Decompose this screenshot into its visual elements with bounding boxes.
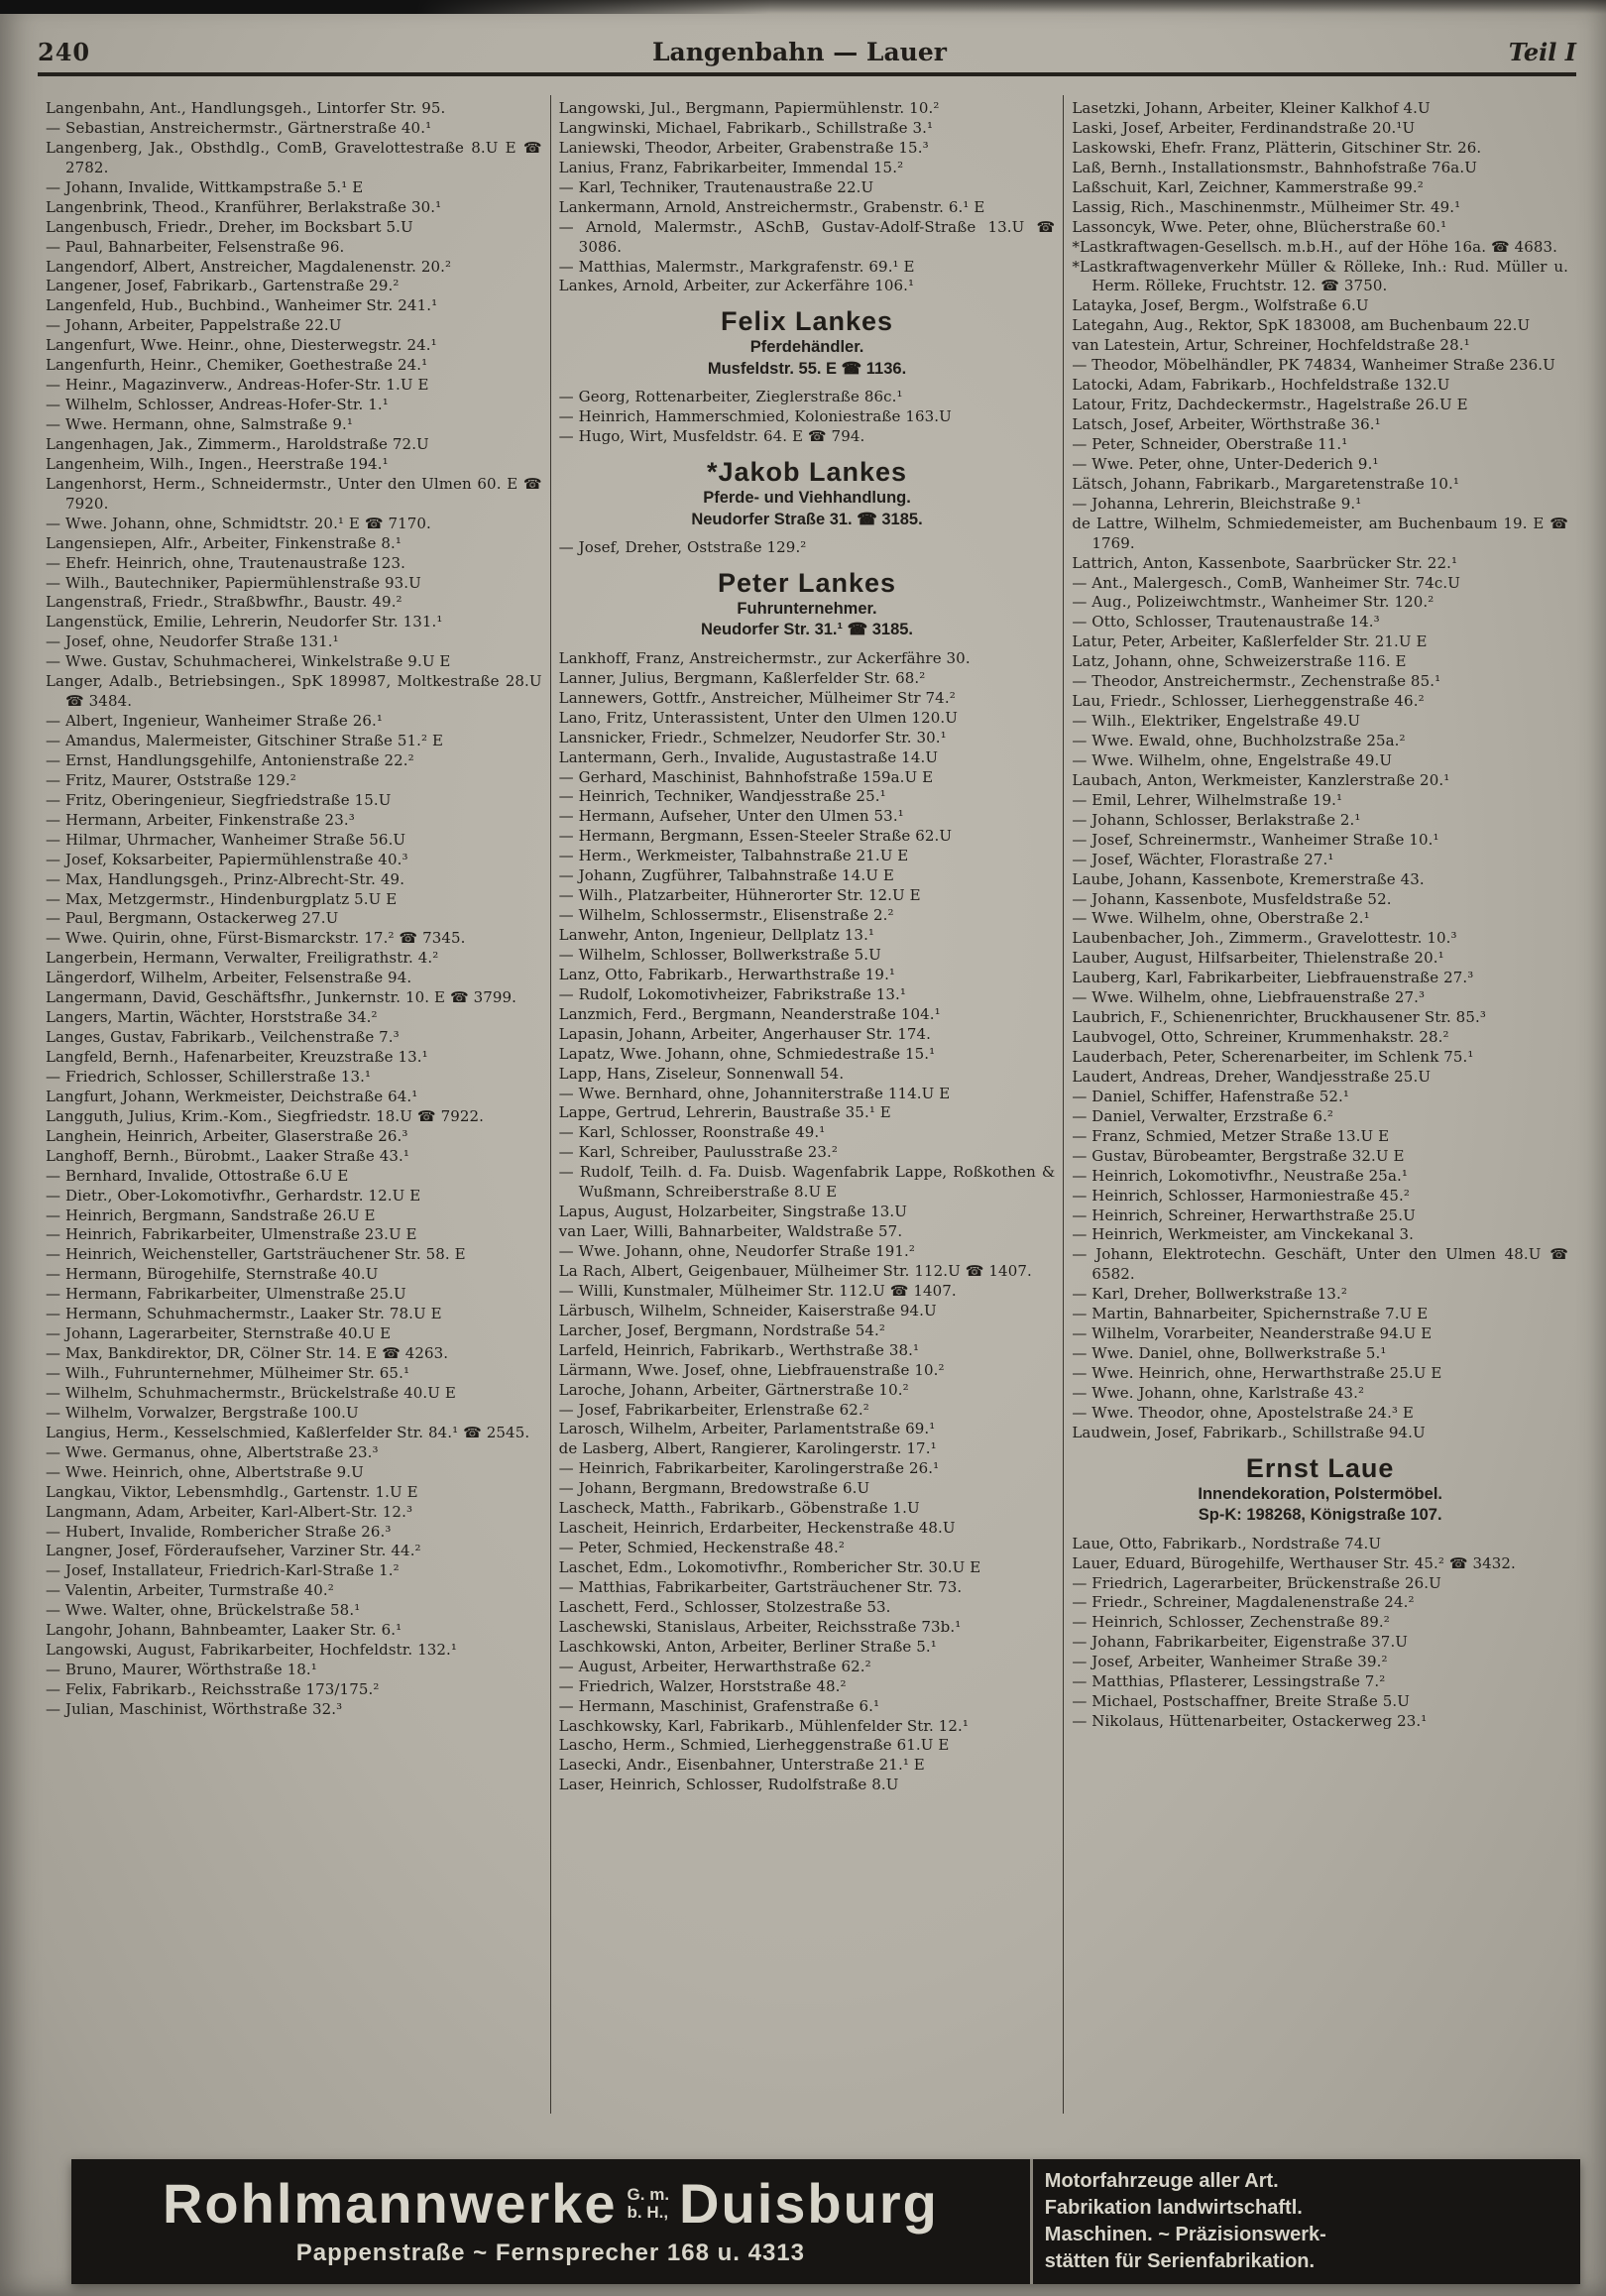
directory-entry: Larosch, Wilhelm, Arbeiter, Parlamentstraße 69.¹ (558, 1420, 936, 1438)
directory-entry: — Sebastian, Anstreichermstr., Gärtnerstraße 40.¹ (46, 118, 432, 137)
directory-entry: — Martin, Bahnarbeiter, Spichernstraße 7.U E (1072, 1305, 1429, 1323)
directory-entry: — Daniel, Schiffer, Hafenstraße 52.¹ (1072, 1087, 1350, 1105)
directory-entry: Lanner, Julius, Bergmann, Kaßlerfelder Str. 68.² (558, 668, 926, 687)
ad-legal-form (628, 2186, 670, 2222)
featured-listing-line: Pferdehändler. (749, 338, 864, 357)
directory-entry: — Matthias, Fabrikarbeiter, Gartsträuchener Str. 73. (558, 1577, 963, 1596)
directory-entry: — Wwe. Walter, ohne, Brückelstraße 58.¹ (46, 1601, 361, 1620)
directory-entry: — Heinr., Magazinverw., Andreas-Hofer-Str. 1.U E (46, 376, 429, 395)
directory-entry: Lapp, Hans, Ziseleur, Sonnenwall 54. (558, 1064, 845, 1083)
directory-entry: Langmann, Adam, Arbeiter, Karl-Albert-Str. 12.³ (46, 1502, 413, 1521)
directory-entry: Laser, Heinrich, Schlosser, Rudolfstraße 8.U (558, 1776, 899, 1794)
directory-entry: Langner, Josef, Förderaufseher, Varziner Str. 44.² (46, 1542, 421, 1560)
directory-entry: Langer, Adalb., Betriebsingen., SpK 189987, Moltkestraße 28.U ☎ 3484. (46, 672, 542, 711)
directory-entry: Lannewers, Gottfr., Anstreicher, Mülheimer Str 74.² (558, 688, 956, 707)
directory-entry: — Rudolf, Lokomotivheizer, Fabrikstraße 13.¹ (558, 984, 906, 1003)
directory-entry: — Arnold, Malermstr., ASchB, Gustav-Adolf-Straße 13.U ☎ 3086. (558, 217, 1056, 256)
directory-entry: — Aug., Polizeiwchtmstr., Wanheimer Str. 120.² (1072, 593, 1434, 612)
directory-entry: Langenheim, Wilh., Ingen., Heerstraße 194.¹ (46, 454, 389, 473)
directory-entry: — Otto, Schlosser, Trautenaustraße 14.³ (1072, 613, 1380, 631)
directory-entry: *Lastkraftwagenverkehr Müller & Rölleke, Inh.: Rud. Müller u. Herm. Rölleke, Fruchtstr. 12. ☎ 3750. (1072, 257, 1569, 295)
directory-entry: — Max, Metzgermstr., Hindenburgplatz 5.U E (46, 889, 398, 908)
directory-entry: — Ehefr. Heinrich, ohne, Trautenaustraße 123. (46, 553, 405, 572)
directory-entry: Lau, Friedr., Schlosser, Lierheggenstraße 46.² (1072, 692, 1425, 711)
directory-entry: — Johann, Arbeiter, Pappelstraße 22.U (46, 316, 342, 335)
advertisement-banner (71, 2159, 1580, 2284)
directory-entry: van Laer, Willi, Bahnarbeiter, Waldstraße 57. (558, 1222, 903, 1241)
directory-entry: Laschett, Ferd., Schlosser, Stolzestraße 53. (558, 1597, 891, 1616)
directory-entry: Laudwein, Josef, Fabrikarb., Schillstraße 94.U (1072, 1423, 1426, 1441)
ad-company-name: Rohlmannwerke (162, 2172, 618, 2235)
directory-entry: — Wwe. Daniel, ohne, Bollwerkstraße 5.¹ (1072, 1344, 1387, 1363)
directory-entry: — Willi, Kunstmaler, Mülheimer Str. 112.U ☎ 1407. (558, 1281, 957, 1300)
directory-entry: — Hermann, Arbeiter, Finkenstraße 23.³ (46, 810, 355, 829)
directory-entry: — Johann, Elektrotechn. Geschäft, Unter den Ulmen 48.U ☎ 6582. (1072, 1245, 1569, 1284)
directory-entry: Langenfurt, Wwe. Heinr., ohne, Diesterwegstr. 24.¹ (46, 336, 437, 355)
directory-entry: — Theodor, Anstreichermstr., Zechenstraße 85.¹ (1072, 672, 1441, 691)
directory-entry: Latz, Johann, ohne, Schweizerstraße 116. E (1072, 652, 1407, 671)
directory-entry: — Wwe. Johann, ohne, Schmidtstr. 20.¹ E ☎ 7170. (46, 514, 431, 532)
directory-entry: — Wwe. Heinrich, ohne, Herwarthstraße 25.U E (1072, 1364, 1442, 1382)
directory-entry: Lärbusch, Wilhelm, Schneider, Kaiserstraße 94.U (558, 1301, 937, 1320)
directory-entry: Lansnicker, Friedr., Schmelzer, Neudorfer Str. 30.¹ (558, 728, 947, 746)
directory-entry: *Lastkraftwagen-Gesellsch. m.b.H., auf der Höhe 16a. ☎ 4683. (1072, 237, 1558, 256)
directory-entry: Lassoncyk, Wwe. Peter, ohne, Blücherstraße 60.¹ (1072, 217, 1447, 236)
directory-entry: — Heinrich, Bergmann, Sandstraße 26.U E (46, 1205, 376, 1224)
directory-entry: — Heinrich, Fabrikarbeiter, Karolingerstraße 26.¹ (558, 1459, 940, 1478)
directory-entry: — Fritz, Maurer, Oststraße 129.² (46, 770, 296, 789)
directory-entry: — Josef, ohne, Neudorfer Straße 131.¹ (46, 632, 339, 651)
directory-entry: — Hilmar, Uhrmacher, Wanheimer Straße 56.U (46, 830, 406, 849)
directory-entry: — Gerhard, Maschinist, Bahnhofstraße 159a.U E (558, 767, 934, 786)
directory-entry: — Heinrich, Fabrikarbeiter, Ulmenstraße 23.U E (46, 1225, 417, 1244)
directory-entry: — Heinrich, Lokomotivfhr., Neustraße 25a.¹ (1072, 1166, 1408, 1185)
featured-listing-name: Peter Lankes (717, 567, 897, 598)
directory-entry: — Josef, Arbeiter, Wanheimer Straße 39.² (1072, 1653, 1388, 1671)
page-title: Langenbahn — Lauer (651, 38, 947, 66)
directory-entry: — Heinrich, Schlosser, Harmoniestraße 45.² (1072, 1186, 1410, 1205)
directory-entry: — Johann, Bergmann, Bredowstraße 6.U (558, 1479, 870, 1498)
scan-edge-shadow (0, 0, 1606, 14)
directory-entry: — Wwe. Theodor, ohne, Apostelstraße 24.³ E (1072, 1403, 1414, 1422)
directory-entry: — Wwe. Johann, ohne, Neudorfer Straße 191.² (558, 1242, 916, 1261)
directory-entry: Laßschuit, Karl, Zeichner, Kammerstraße 99.² (1072, 177, 1424, 196)
directory-entry: Laschewski, Stanislaus, Arbeiter, Reichsstraße 73b.¹ (558, 1617, 962, 1636)
directory-entry: — Wwe. Quirin, ohne, Fürst-Bismarckstr. 17.² ☎ 7345. (46, 929, 466, 948)
directory-entry: — Johann, Fabrikarbeiter, Eigenstraße 37.U (1072, 1633, 1409, 1652)
ad-company-line (162, 2172, 939, 2235)
featured-listing-line: Neudorfer Straße 31. ☎ 3185. (691, 510, 923, 528)
directory-entry: Lauber, August, Hilfsarbeiter, Thielenstraße 20.¹ (1072, 949, 1444, 968)
directory-entry: — Peter, Schmied, Heckenstraße 48.² (558, 1539, 845, 1557)
directory-entry: — Theodor, Möbelhändler, PK 74834, Wanheimer Straße 236.U (1072, 356, 1555, 375)
directory-entry: — Bruno, Maurer, Wörthstraße 18.¹ (46, 1661, 317, 1679)
directory-entry: — Albert, Ingenieur, Wanheimer Straße 26.¹ (46, 712, 383, 731)
directory-entry: Lategahn, Aug., Rektor, SpK 183008, am Buchenbaum 22.U (1072, 316, 1531, 335)
directory-entry: — Johann, Zugführer, Talbahnstraße 14.U E (558, 866, 894, 885)
directory-entry: — Josef, Koksarbeiter, Papiermühlenstraße 40.³ (46, 850, 408, 868)
featured-listing-line: Sp-K: 198268, Königstraße 107. (1198, 1506, 1442, 1525)
directory-entry: Laroche, Johann, Arbeiter, Gärtnerstraße 10.² (558, 1380, 909, 1399)
directory-entry: Lärmann, Wwe. Josef, ohne, Liebfrauenstraße 10.² (558, 1360, 945, 1379)
directory-entry: Langius, Herm., Kesselschmied, Kaßlerfelder Str. 84.¹ ☎ 2545. (46, 1423, 530, 1441)
directory-entry: Langenfeld, Hub., Buchbind., Wanheimer Str. 241.¹ (46, 296, 438, 315)
directory-entry: — Emil, Lehrer, Wilhelmstraße 19.¹ (1072, 790, 1343, 809)
directory-entry: — Johann, Kassenbote, Musfeldstraße 52. (1072, 889, 1392, 908)
directory-entry: — Hugo, Wirt, Musfeldstr. 64. E ☎ 794. (558, 427, 865, 446)
directory-entry: — Josef, Dreher, Oststraße 129.² (558, 538, 807, 557)
directory-entry: Langensiepen, Alfr., Arbeiter, Finkenstraße 8.¹ (46, 533, 402, 552)
directory-entry: Langendorf, Albert, Anstreicher, Magdalenenstr. 20.² (46, 257, 452, 276)
directory-entry: — Wwe. Wilhelm, ohne, Engelstraße 49.U (1072, 750, 1393, 769)
directory-entry: Laschkowski, Anton, Arbeiter, Berliner Straße 5.¹ (558, 1637, 937, 1656)
directory-entry: Lascho, Herm., Schmied, Lierheggenstraße 61.U E (558, 1736, 950, 1755)
directory-entry: — Wwe. Hermann, ohne, Salmstraße 9.¹ (46, 415, 354, 433)
directory-entry: — Wilh., Platzarbeiter, Hühnerorter Str. 12.U E (558, 886, 921, 905)
directory-entry: — Fritz, Oberingenieur, Siegfriedstraße 15.U (46, 790, 392, 809)
directory-entry: Lanius, Franz, Fabrikarbeiter, Immendal 15.² (558, 158, 904, 176)
directory-entry: Langhoff, Bernh., Bürobmt., Laaker Straße 43.¹ (46, 1146, 410, 1165)
directory-entry: — Heinrich, Schlosser, Zechenstraße 89.² (1072, 1613, 1390, 1632)
directory-entry: — Josef, Schreinermstr., Wanheimer Straße 10.¹ (1072, 830, 1439, 849)
directory-entry: Lanz, Otto, Fabrikarb., Herwarthstraße 19.¹ (558, 965, 896, 983)
directory-entry: — Johann, Schlosser, Berlakstraße 2.¹ (1072, 810, 1361, 829)
directory-entry: Langener, Josef, Fabrikarb., Gartenstraße 29.² (46, 277, 400, 295)
directory-entry: Langenstraß, Friedr., Straßbwfhr., Baustr. 49.² (46, 593, 402, 612)
directory-entry: — Hermann, Schuhmachermstr., Laaker Str. 78.U E (46, 1305, 442, 1323)
directory-entry: — Ernst, Handlungsgehilfe, Antonienstraße 22.² (46, 750, 414, 769)
directory-entry: Laß, Bernh., Installationsmstr., Bahnhofstraße 76a.U (1072, 158, 1477, 176)
directory-entry: Langenfurth, Heinr., Chemiker, Goethestraße 24.¹ (46, 356, 428, 375)
directory-entry: Lauberg, Karl, Fabrikarbeiter, Liebfrauenstraße 27.³ (1072, 969, 1474, 987)
directory-entry: — Wwe. Johann, ohne, Karlstraße 43.² (1072, 1383, 1365, 1402)
directory-entry: — Johann, Invalide, Wittkampstraße 5.¹ E (46, 177, 364, 196)
ad-city: Duisburg (679, 2172, 939, 2235)
directory-entry: — Georg, Rottenarbeiter, Zieglerstraße 86c.¹ (558, 388, 903, 406)
directory-entry: — Hermann, Fabrikarbeiter, Ulmenstraße 25.U (46, 1285, 406, 1304)
directory-entry: Lauer, Eduard, Bürogehilfe, Werthauser Str. 45.² ☎ 3432. (1072, 1553, 1516, 1572)
directory-entry: Längerdorf, Wilhelm, Arbeiter, Felsenstraße 94. (46, 969, 412, 987)
directory-entry: — Max, Handlungsgeh., Prinz-Albrecht-Str. 49. (46, 869, 405, 888)
directory-entry: — Wwe. Wilhelm, ohne, Liebfrauenstraße 27.³ (1072, 988, 1426, 1007)
directory-entry: Latocki, Adam, Fabrikarb., Hochfeldstraße 132.U (1072, 376, 1450, 395)
ad-right-line: Motorfahrzeuge aller Art. (1044, 2170, 1279, 2192)
directory-entry: — Josef, Wächter, Florastraße 27.¹ (1072, 850, 1334, 868)
directory-entry: — Matthias, Malermstr., Markgrafenstr. 69.¹ E (558, 257, 915, 276)
directory-entry: Lano, Fritz, Unterassistent, Unter den Ulmen 120.U (558, 708, 959, 727)
part-label: Teil I (1508, 38, 1576, 66)
directory-entry: Laskowski, Ehefr. Franz, Plätterin, Gitschiner Str. 26. (1072, 138, 1482, 157)
directory-entry: Langowski, Jul., Bergmann, Papiermühlenstr. 10.² (558, 99, 940, 117)
directory-entry: Langenbrink, Theod., Kranführer, Berlakstraße 30.¹ (46, 197, 442, 216)
directory-entry: — Wilh., Bautechniker, Papiermühlenstraße 93.U (46, 573, 421, 592)
directory-entry: Larcher, Josef, Bergmann, Nordstraße 54.² (558, 1320, 886, 1339)
directory-column-3 (1063, 95, 1576, 2114)
directory-entry: — Michael, Postschaffner, Breite Straße 5.U (1072, 1692, 1411, 1711)
ad-right-line: stätten für Serienfabrikation. (1044, 2250, 1316, 2272)
ad-address-line: Pappenstraße ~ Fernsprecher 168 u. 4313 (295, 2239, 805, 2266)
directory-entry: — Wilhelm, Schuhmachermstr., Brückelstraße 40.U E (46, 1383, 456, 1402)
directory-entry: Langenbahn, Ant., Handlungsgeh., Lintorfer Str. 95. (46, 99, 446, 117)
directory-entry: — Friedr., Schreiner, Magdalenenstraße 24.² (1072, 1593, 1415, 1612)
directory-entry: Lascheit, Heinrich, Erdarbeiter, Heckenstraße 48.U (558, 1519, 956, 1538)
directory-entry: Langenstück, Emilie, Lehrerin, Neudorfer Str. 131.¹ (46, 613, 443, 631)
directory-entry: — Wilhelm, Schlosser, Andreas-Hofer-Str. 1.¹ (46, 396, 389, 414)
directory-entry: Langes, Gustav, Fabrikarb., Veilchenstraße 7.³ (46, 1028, 400, 1047)
directory-entry: Langenbusch, Friedr., Dreher, im Bocksbart 5.U (46, 217, 413, 236)
page-number: 240 (38, 38, 91, 66)
directory-entry: Langowski, August, Fabrikarbeiter, Hochfeldstr. 132.¹ (46, 1641, 458, 1660)
directory-entry: Lattrich, Anton, Kassenbote, Saarbrücker Str. 22.¹ (1072, 553, 1458, 572)
directory-entry: Langenhagen, Jak., Zimmerm., Haroldstraße 72.U (46, 434, 429, 453)
directory-entry: Laski, Josef, Arbeiter, Ferdinandstraße 20.¹U (1072, 118, 1416, 137)
directory-entry: — Wwe. Germanus, ohne, Albertstraße 23.³ (46, 1442, 379, 1461)
featured-listing (1072, 1453, 1568, 1527)
directory-entry: Laube, Johann, Kassenbote, Kremerstraße 43. (1072, 869, 1425, 888)
directory-entry: — Paul, Bahnarbeiter, Felsenstraße 96. (46, 237, 345, 256)
directory-entry: — Heinrich, Werkmeister, am Vinckekanal 3. (1072, 1225, 1415, 1244)
directory-entry: Lapatz, Wwe. Johann, ohne, Schmiedestraße 15.¹ (558, 1044, 936, 1063)
directory-entry: Laschet, Edm., Lokomotivfhr., Rombericher Str. 30.U E (558, 1558, 981, 1577)
directory-entry: — Wwe. Wilhelm, ohne, Oberstraße 2.¹ (1072, 909, 1370, 928)
directory-entry: Laue, Otto, Fabrikarb., Nordstraße 74.U (1072, 1534, 1382, 1552)
directory-entry: Langfurt, Johann, Werkmeister, Deichstraße 64.¹ (46, 1087, 418, 1105)
directory-column-2 (550, 95, 1064, 2114)
directory-entry: — Gustav, Bürobeamter, Bergstraße 32.U E (1072, 1146, 1405, 1165)
directory-entry: — Karl, Dreher, Bollwerkstraße 13.² (1072, 1285, 1347, 1304)
featured-listing-line: Fuhrunternehmer. (737, 600, 877, 619)
directory-entry: Laubenbacher, Joh., Zimmerm., Gravelottestr. 10.³ (1072, 929, 1457, 948)
featured-listing (559, 306, 1056, 380)
directory-entry: Lanwehr, Anton, Ingenieur, Dellplatz 13.¹ (558, 926, 875, 945)
ad-legal-bottom: b. H., (627, 2203, 669, 2222)
directory-entry: — Felix, Fabrikarb., Reichsstraße 173/175.² (46, 1680, 380, 1698)
directory-entry: — Josef, Fabrikarbeiter, Erlenstraße 62.² (558, 1400, 869, 1419)
featured-listing-line: Musfeldstr. 55. E ☎ 1136. (707, 359, 907, 378)
directory-entry: Laubvogel, Otto, Schreiner, Krummenhakstr. 28.² (1072, 1028, 1449, 1047)
directory-entry: Langermann, David, Geschäftsfhr., Junkernstr. 10. E ☎ 3799. (46, 988, 517, 1007)
directory-entry: Larfeld, Heinrich, Fabrikarb., Werthstraße 38.¹ (558, 1340, 920, 1359)
directory-entry: — Heinrich, Techniker, Wandjesstraße 25.¹ (558, 787, 886, 806)
directory-entry: Lankes, Arnold, Arbeiter, zur Ackerfähre 106.¹ (558, 277, 915, 295)
directory-entry: — Heinrich, Hammerschmied, Koloniestraße 163.U (558, 407, 952, 426)
directory-entry: Langfeld, Bernh., Hafenarbeiter, Kreuzstraße 13.¹ (46, 1048, 428, 1066)
directory-entry: Lappe, Gertrud, Lehrerin, Baustraße 35.¹ E (558, 1103, 891, 1122)
directory-entry: — Nikolaus, Hüttenarbeiter, Ostackerweg 23.¹ (1072, 1712, 1428, 1731)
directory-entry: Langenhorst, Herm., Schneidermstr., Unter den Ulmen 60. E ☎ 7920. (46, 474, 542, 513)
featured-listing-name: Felix Lankes (720, 306, 894, 337)
directory-entry: — Dietr., Ober-Lokomotivfhr., Gerhardstr. 12.U E (46, 1186, 421, 1205)
directory-entry: — Wilhelm, Schlossermstr., Elisenstraße 2.² (558, 906, 894, 925)
advertisement-right-panel (1030, 2159, 1580, 2284)
directory-entry: Lanzmich, Ferd., Bergmann, Neanderstraße 104.¹ (558, 1004, 941, 1023)
featured-listing-line: Innendekoration, Polstermöbel. (1198, 1484, 1442, 1503)
directory-entry: Langguth, Julius, Krim.-Kom., Siegfriedstr. 18.U ☎ 7922. (46, 1106, 485, 1125)
directory-entry: Laudert, Andreas, Dreher, Wandjesstraße 25.U (1072, 1067, 1432, 1086)
directory-entry: — Herm., Werkmeister, Talbahnstraße 21.U E (558, 847, 909, 865)
directory-entry: Latur, Peter, Arbeiter, Kaßlerfelder Str. 21.U E (1072, 632, 1428, 651)
directory-entry: — Heinrich, Weichensteller, Gartsträuchener Str. 58. E (46, 1245, 466, 1264)
directory-entry: — Hermann, Bergmann, Essen-Steeler Straße 62.U (558, 827, 953, 846)
featured-listing-name: Ernst Laue (1245, 1452, 1395, 1483)
ad-right-line: Fabrikation landwirtschaftl. (1044, 2197, 1303, 2219)
directory-entry: Lassig, Rich., Maschinenmstr., Mülheimer Str. 49.¹ (1072, 197, 1461, 216)
directory-entry: — Rudolf, Teilh. d. Fa. Duisb. Wagenfabrik Lappe, Roßkothen & Wußmann, Schreiberstraße 8.U E (558, 1163, 1056, 1202)
directory-entry: Lasecki, Andr., Eisenbahner, Unterstraße 21.¹ E (558, 1756, 925, 1775)
directory-entry: — Johann, Lagerarbeiter, Sternstraße 40.U E (46, 1324, 392, 1343)
directory-entry: — Karl, Schlosser, Roonstraße 49.¹ (558, 1123, 826, 1142)
directory-entry: Lapus, August, Holzarbeiter, Singstraße 13.U (558, 1203, 907, 1221)
directory-entry: Lasetzki, Johann, Arbeiter, Kleiner Kalkhof 4.U (1072, 99, 1431, 117)
directory-entry: Laubrich, F., Schienenrichter, Bruckhausener Str. 85.³ (1072, 1008, 1486, 1027)
directory-entry: — Valentin, Arbeiter, Turmstraße 40.² (46, 1581, 334, 1600)
directory-entry: Langhein, Heinrich, Arbeiter, Glaserstraße 26.³ (46, 1126, 408, 1145)
directory-entry: Latsch, Josef, Arbeiter, Wörthstraße 36.¹ (1072, 415, 1381, 433)
directory-entry: — Wilh., Fuhrunternehmer, Mülheimer Str. 65.¹ (46, 1364, 410, 1382)
directory-entry: — Wilh., Elektriker, Engelstraße 49.U (1072, 712, 1361, 731)
directory-entry: — Hubert, Invalide, Rombericher Straße 26.³ (46, 1522, 392, 1541)
directory-entry: — Heinrich, Schreiner, Herwarthstraße 25.U (1072, 1205, 1416, 1224)
directory-entry: — Friedrich, Schlosser, Schillerstraße 13.¹ (46, 1067, 372, 1086)
directory-entry: Lankermann, Arnold, Anstreichermstr., Grabenstr. 6.¹ E (558, 197, 985, 216)
directory-entry: — Johanna, Lehrerin, Bleichstraße 9.¹ (1072, 494, 1362, 513)
directory-entry: — Wilhelm, Schlosser, Bollwerkstraße 5.U (558, 945, 881, 964)
directory-entry: — Julian, Maschinist, Wörthstraße 32.³ (46, 1699, 343, 1718)
directory-entry: — Matthias, Pflasterer, Lessingstraße 7.² (1072, 1672, 1386, 1691)
directory-entry: — Ant., Malergesch., ComB, Wanheimer Str. 74c.U (1072, 573, 1460, 592)
directory-entry: — Josef, Installateur, Friedrich-Karl-Straße 1.² (46, 1561, 400, 1580)
directory-entry: — Hermann, Aufseher, Unter den Ulmen 53.¹ (558, 807, 904, 826)
featured-listing (559, 457, 1056, 530)
directory-entry: van Latestein, Artur, Schreiner, Hochfeldstraße 28.¹ (1072, 336, 1470, 355)
directory-entry: — Wwe. Gustav, Schuhmacherei, Winkelstraße 9.U E (46, 652, 451, 671)
directory-entry: Langenberg, Jak., Obsthdlg., ComB, Gravelottestraße 8.U E ☎ 2782. (46, 138, 542, 176)
directory-entry: — Karl, Techniker, Trautenaustraße 22.U (558, 177, 874, 196)
directory-entry: Lapasin, Johann, Arbeiter, Angerhauser Str. 174. (558, 1024, 932, 1043)
directory-entry: Langerbein, Hermann, Verwalter, Freiligrathstr. 4.² (46, 949, 439, 968)
directory-entry: — Karl, Schreiber, Paulusstraße 23.² (558, 1143, 838, 1162)
directory-entry: — Max, Bankdirektor, DR, Cölner Str. 14. E ☎ 4263. (46, 1344, 449, 1363)
directory-entry: — Wwe. Ewald, ohne, Buchholzstraße 25a.² (1072, 732, 1406, 749)
directory-entry: Laschkowsky, Karl, Fabrikarb., Mühlenfelder Str. 12.¹ (558, 1716, 969, 1735)
directory-entry: Laubach, Anton, Werkmeister, Kanzlerstraße 20.¹ (1072, 770, 1450, 789)
directory-entry: — Wwe. Bernhard, ohne, Johanniterstraße 114.U E (558, 1084, 951, 1102)
directory-entry: Langers, Martin, Wächter, Horststraße 34.² (46, 1008, 378, 1027)
directory-entry: — August, Arbeiter, Herwarthstraße 62.² (558, 1657, 871, 1675)
directory-entry: Lantermann, Gerh., Invalide, Augustastraße 14.U (558, 747, 939, 766)
directory-entry: Lauderbach, Peter, Scherenarbeiter, im Schlenk 75.¹ (1072, 1048, 1474, 1066)
directory-entry: — Hermann, Bürogehilfe, Sternstraße 40.U (46, 1265, 379, 1284)
page-header (38, 38, 1576, 76)
directory-entry: — Friedrich, Lagerarbeiter, Brückenstraße 26.U (1072, 1573, 1441, 1592)
directory-entry: — Franz, Schmied, Metzer Straße 13.U E (1072, 1126, 1390, 1145)
directory-entry: — Hermann, Maschinist, Grafenstraße 6.¹ (558, 1696, 880, 1715)
directory-entry: de Lattre, Wilhelm, Schmiedemeister, am Buchenbaum 19. E ☎ 1769. (1072, 514, 1569, 552)
directory-entry: Laniewski, Theodor, Arbeiter, Grabenstraße 15.³ (558, 138, 929, 157)
directory-columns (38, 95, 1576, 2114)
featured-listing-line: Neudorfer Str. 31.¹ ☎ 3185. (700, 621, 914, 639)
directory-entry: Lätsch, Johann, Fabrikarb., Margaretenstraße 10.¹ (1072, 474, 1459, 493)
directory-entry: — Bernhard, Invalide, Ottostraße 6.U E (46, 1166, 349, 1185)
directory-entry: Latour, Fritz, Dachdeckermstr., Hagelstraße 26.U E (1072, 396, 1468, 414)
directory-entry: de Lasberg, Albert, Rangierer, Karolingerstr. 17.¹ (558, 1439, 937, 1458)
featured-listing (559, 568, 1056, 641)
directory-entry: — Wwe. Peter, ohne, Unter-Dederich 9.¹ (1072, 454, 1379, 473)
directory-entry: — Peter, Schneider, Oberstraße 11.¹ (1072, 434, 1348, 453)
directory-entry: Lankhoff, Franz, Anstreichermstr., zur Ackerfähre 30. (558, 648, 971, 667)
directory-entry: La Rach, Albert, Geigenbauer, Mülheimer Str. 112.U ☎ 1407. (558, 1261, 1032, 1280)
directory-entry: — Paul, Bergmann, Ostackerweg 27.U (46, 909, 339, 928)
directory-entry: Lascheck, Matth., Fabrikarb., Göbenstraße 1.U (558, 1499, 920, 1518)
featured-listing-name: *Jakob Lankes (706, 457, 908, 488)
directory-entry: — Friedrich, Walzer, Horststraße 48.² (558, 1676, 847, 1695)
advertisement-rohlmannwerke (71, 2159, 1030, 2284)
directory-entry: Langohr, Johann, Bahnbeamter, Laaker Str. 6.¹ (46, 1621, 402, 1640)
directory-entry: Langwinski, Michael, Fabrikarb., Schillstraße 3.¹ (558, 118, 934, 137)
directory-entry: Latayka, Josef, Bergm., Wolfstraße 6.U (1072, 296, 1369, 315)
directory-column-1 (38, 95, 550, 2114)
directory-entry: — Wilhelm, Vorarbeiter, Neanderstraße 94.U E (1072, 1324, 1433, 1343)
ad-right-line: Maschinen. ~ Präzisionswerk- (1044, 2224, 1326, 2245)
directory-entry: — Wilhelm, Vorwalzer, Bergstraße 100.U (46, 1403, 359, 1422)
directory-entry: — Amandus, Malermeister, Gitschiner Straße 51.² E (46, 732, 444, 749)
featured-listing-line: Pferde- und Viehhandlung. (703, 489, 911, 508)
directory-entry: — Wwe. Heinrich, ohne, Albertstraße 9.U (46, 1462, 364, 1481)
directory-entry: — Daniel, Verwalter, Erzstraße 6.² (1072, 1106, 1334, 1125)
directory-entry: Langkau, Viktor, Lebensmhdlg., Gartenstr. 1.U E (46, 1482, 418, 1501)
ad-legal-top: G. m. (627, 2185, 670, 2205)
